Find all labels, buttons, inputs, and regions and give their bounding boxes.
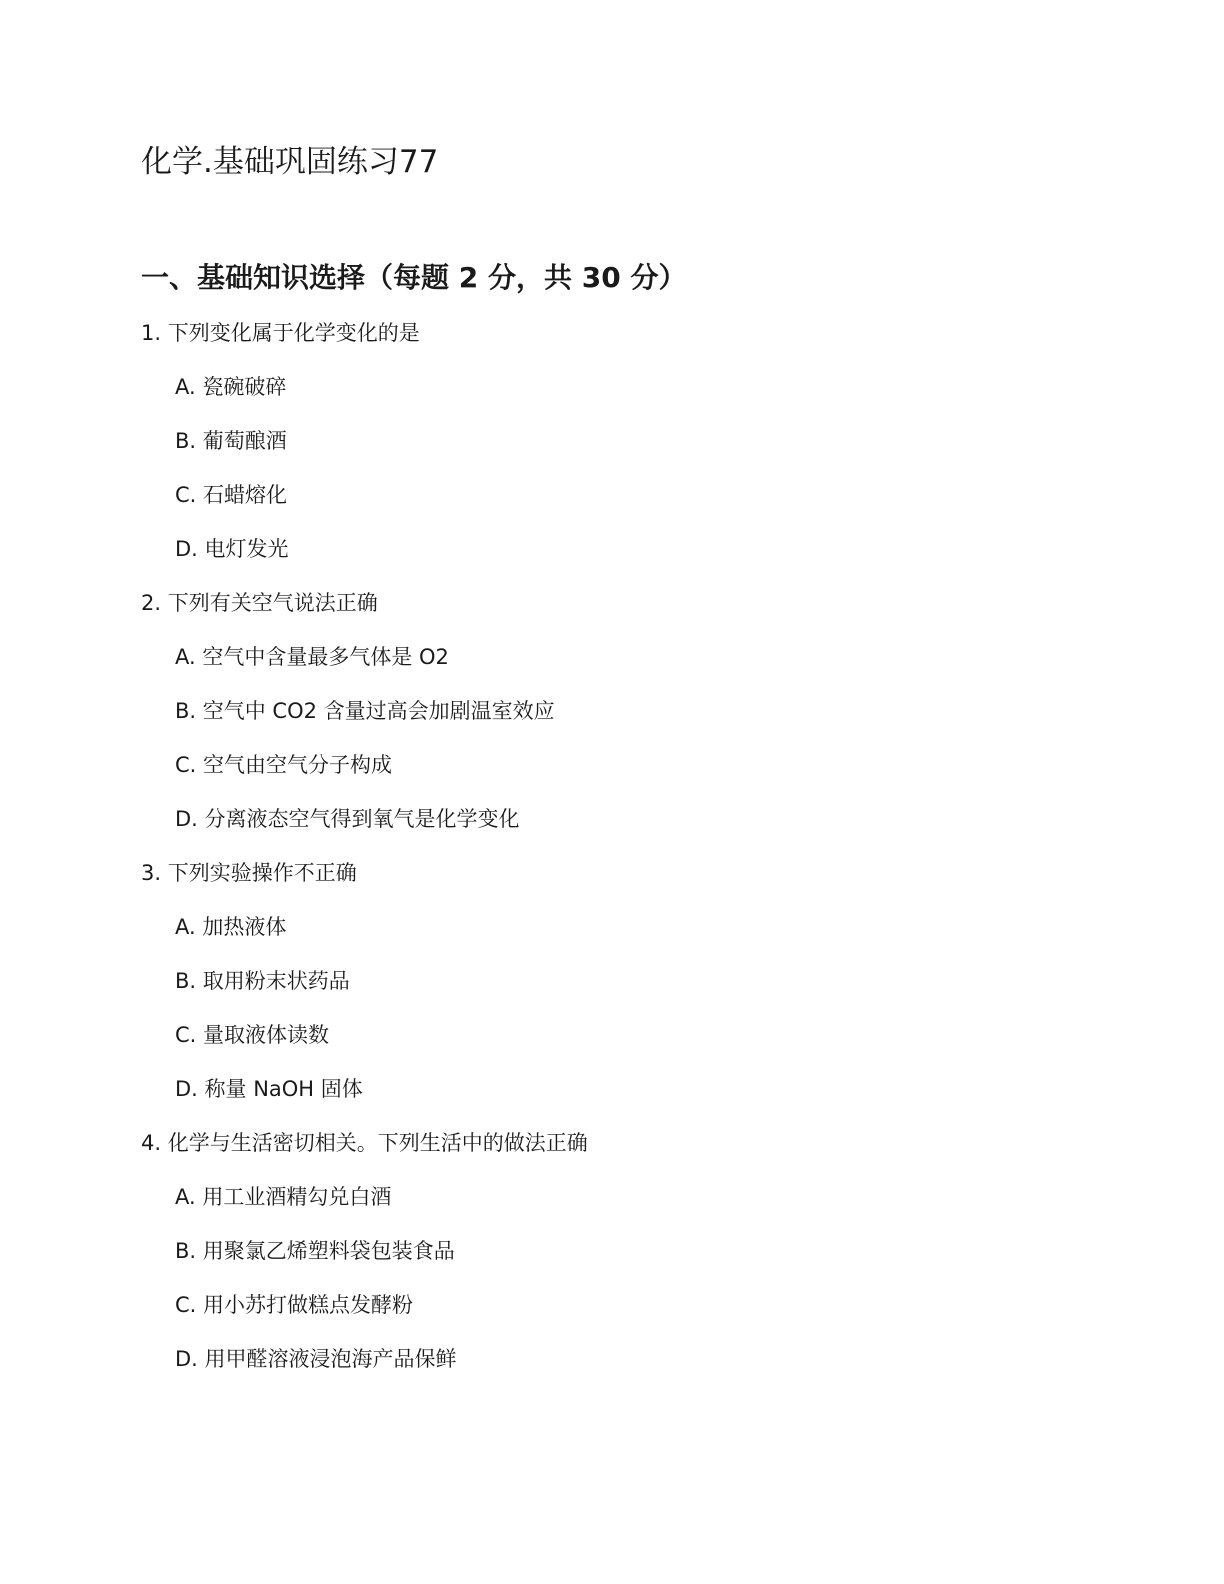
question-2-option-d: D. 分离液态空气得到氧气是化学变化: [175, 807, 520, 831]
question-2-option-a: A. 空气中含量最多气体是 O2: [175, 645, 449, 669]
question-4: 4. 化学与生活密切相关。下列生活中的做法正确: [141, 1131, 588, 1155]
question-2-option-b: B. 空气中 CO2 含量过高会加剧温室效应: [175, 699, 555, 723]
question-1: 1. 下列变化属于化学变化的是: [141, 321, 420, 345]
question-1-option-d: D. 电灯发光: [175, 537, 289, 561]
section-heading: 一、基础知识选择（每题 2 分，共 30 分）: [141, 261, 687, 294]
question-1-option-c: C. 石蜡熔化: [175, 483, 288, 507]
question-3-option-d: D. 称量 NaOH 固体: [175, 1077, 363, 1101]
document-title: 化学.基础巩固练习77: [141, 144, 439, 180]
question-4-option-a: A. 用工业酒精勾兑白酒: [175, 1185, 392, 1209]
question-3-option-a: A. 加热液体: [175, 915, 287, 939]
question-3-option-b: B. 取用粉末状药品: [175, 969, 350, 993]
question-4-option-d: D. 用甲醛溶液浸泡海产品保鲜: [175, 1347, 457, 1371]
question-2: 2. 下列有关空气说法正确: [141, 591, 378, 615]
question-2-option-c: C. 空气由空气分子构成: [175, 753, 393, 777]
question-3: 3. 下列实验操作不正确: [141, 861, 357, 885]
question-4-option-b: B. 用聚氯乙烯塑料袋包装食品: [175, 1239, 455, 1263]
question-4-option-c: C. 用小苏打做糕点发酵粉: [175, 1293, 414, 1317]
question-1-option-a: A. 瓷碗破碎: [175, 375, 287, 399]
question-3-option-c: C. 量取液体读数: [175, 1023, 330, 1047]
question-1-option-b: B. 葡萄酿酒: [175, 429, 287, 453]
